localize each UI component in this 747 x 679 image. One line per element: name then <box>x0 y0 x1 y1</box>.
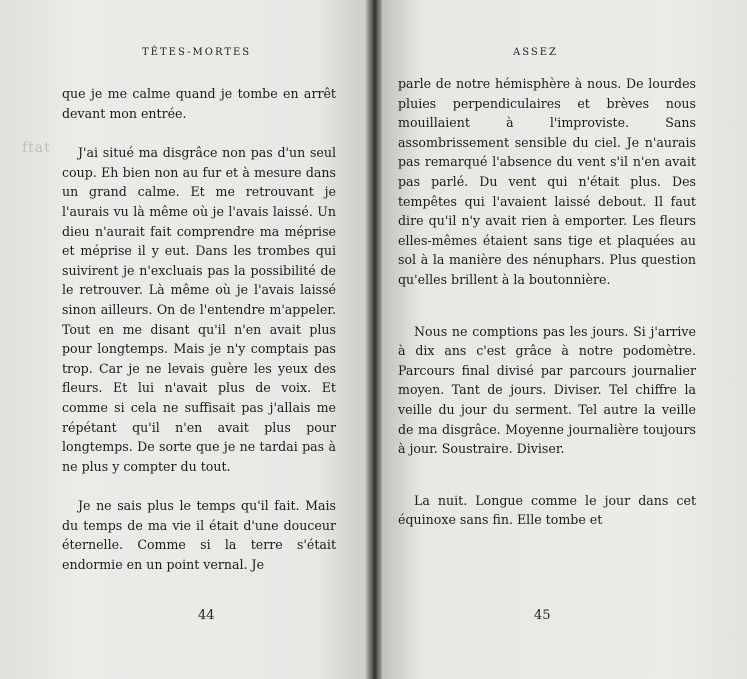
left-body-text <box>62 84 336 575</box>
left-page <box>0 0 372 679</box>
right-page-number: 45 <box>534 608 551 623</box>
left-running-head: TÊTES-MORTES <box>142 47 252 58</box>
left-page-number: 44 <box>198 608 215 623</box>
left-paragraph-2: J'ai situé ma disgrâce non pas d'un seul coup. Eh bien non au fur et à mesure dans un grand calme. Et me retrouvant je l'aurais vu là même où je l'avais laissé. Un dieu n'aurait fait comprendre ma méprise et méprise il y eut. Dans les trombes qui suivirent je n'excluais pas la possibilité de le retrouver. Là même où je l'avais laissé sinon ailleurs. On de l'entendre m'appeler. Tout en me disant qu'il n'en avait plus pour longtemps. Mais je n'y comptais pas trop. Car je ne levais guère les yeux des fleurs. Et lui n'avait plus de voix. Et comme si cela ne suffisait pas j'allais me répétant qu'il n'en avait plus pour longtemps. De sorte que je ne tardai pas à ne plus y compter du tout. <box>62 145 336 474</box>
right-paragraph-1: parle de notre hémisphère à nous. De lourdes pluies perpendiculaires et brèves nous mouillaient à l'improviste. Sans assombrissement sensible du ciel. Je n'aurais pas remarqué l'absence du vent s'il n'en avait pas parlé. Du vent qui n'était plus. Des tempêtes qui l'avaient laissé debout. Il faut dire qu'il n'y avait rien à emporter. Les fleurs elles-mêmes étaient sans tige et plaquées au sol à la manière des nénuphars. Plus question qu'elles brillent à la boutonnière. <box>398 76 696 287</box>
right-page <box>378 0 747 679</box>
right-paragraph-2: Nous ne comptions pas les jours. Si j'arrive à dix ans c'est grâce à notre podomètre. Parcours final divisé par parcours journalier moyen. Tant de jours. Diviser. Tel chiffre la veille du jour du serment. Tel autre la veille de ma disgrâce. Moyenne journalière toujours à jour. Soustraire. Diviser. <box>398 323 696 457</box>
right-paragraph-3: La nuit. Longue comme le jour dans cet équinoxe sans fin. Elle tombe et <box>398 492 696 528</box>
right-running-head: ASSEZ <box>513 47 558 58</box>
book-gutter <box>366 0 382 679</box>
left-paragraph-1: que je me calme quand je tombe en arrêt devant mon entrée. <box>62 86 336 121</box>
right-body-text <box>398 74 696 530</box>
bleed-through-mark: ftat <box>22 140 51 156</box>
left-paragraph-3: Je ne sais plus le temps qu'il fait. Mais du temps de ma vie il était d'une douceur éternelle. Comme si la terre s'était endormie en un point vernal. Je <box>62 498 336 573</box>
